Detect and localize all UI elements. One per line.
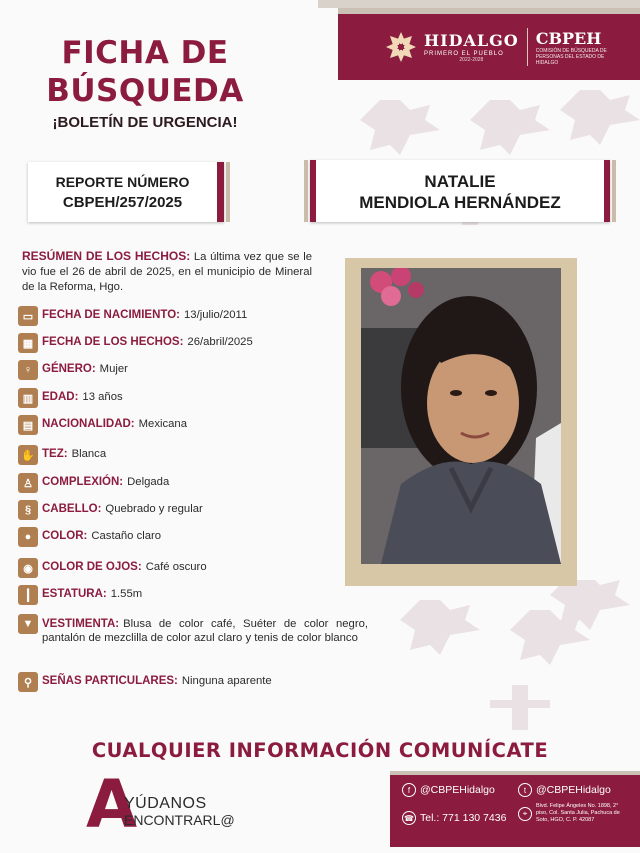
gender-icon: ♀ [18, 360, 38, 380]
title-line-1: FICHA DE [61, 35, 229, 71]
urgency-subtitle: ¡BOLETÍN DE URGENCIA! [52, 114, 238, 131]
call-to-action: CUALQUIER INFORMACIÓN COMUNÍCATE [91, 739, 549, 762]
detail-row-incident-date [18, 333, 368, 353]
detail-label: GÉNERO: [42, 363, 96, 375]
embroidery-pattern-bottom [400, 580, 640, 740]
last-names: MENDIOLA HERNÁNDEZ [359, 193, 561, 212]
calendar-icon: ▦ [18, 333, 38, 353]
address-contact [518, 803, 622, 824]
detail-value: Blanca [71, 448, 107, 460]
detail-row-distinguishing-marks [18, 672, 368, 692]
facebook-handle: @CBPEHidalgo [420, 784, 495, 796]
facebook-icon: f [402, 783, 416, 797]
detail-value: 1.55m [110, 588, 143, 600]
page-title [0, 34, 290, 110]
ayudanos-letter-a: A [86, 766, 138, 843]
detail-value: Quebrado y regular [105, 503, 203, 515]
detail-value: 13/julio/2011 [184, 309, 248, 321]
first-name: NATALIE [424, 172, 496, 191]
header-banner [338, 8, 640, 80]
detail-row-hair-color [18, 527, 368, 547]
hidalgo-logo-text [424, 31, 519, 63]
photo-frame [345, 258, 577, 586]
report-number-box [28, 162, 224, 222]
phone-icon: ☎ [402, 811, 416, 825]
detail-value: Café oscuro [145, 561, 207, 573]
detail-label: FECHA DE LOS HECHOS: [42, 336, 184, 348]
missing-person-photo [361, 268, 561, 564]
name-box-accent-right [612, 160, 616, 222]
report-number: CBPEH/257/2025 [62, 194, 183, 211]
palette-icon: ● [18, 527, 38, 547]
hair-icon: § [18, 500, 38, 520]
id-card-icon: ▤ [18, 415, 38, 435]
facebook-contact[interactable] [402, 783, 495, 797]
detail-label: COLOR DE OJOS: [42, 561, 142, 573]
detail-label: COMPLEXIÓN: [42, 476, 124, 488]
detail-row-height [18, 585, 368, 605]
twitter-handle: @CBPEHidalgo [536, 784, 611, 796]
name-box-accent-left [304, 160, 308, 222]
detail-value: Castaño claro [91, 530, 162, 542]
logo-divider [527, 28, 528, 66]
detail-row-age [18, 388, 368, 408]
detail-label: NACIONALIDAD: [42, 418, 135, 430]
ruler-icon: ┃ [18, 585, 38, 605]
detail-label: VESTIMENTA: [42, 618, 120, 630]
detail-row-clothing [18, 614, 368, 645]
missing-person-name-box [310, 160, 610, 222]
phone-number: Tel.: 771 130 7436 [420, 812, 507, 824]
ayudanos-line-2: ENCONTRARL@ [124, 812, 235, 828]
detail-label: TEZ: [42, 448, 68, 460]
term-years: 2022-2028 [459, 57, 484, 63]
report-label: REPORTE NÚMERO [55, 174, 190, 190]
address-text: Blvd. Felipe Ángeles No. 1898, 2° piso, Col. Santa Julia, Pachuca de Soto, HGO, C. P. 42087 [536, 803, 620, 823]
detail-row-nationality [18, 415, 368, 435]
cbpeh-subtitle: COMISIÓN DE BÚSQUEDA DE PERSONAS DEL ESTADO DE HIDALGO [535, 47, 607, 66]
summary-text: La última vez que se le vio fue el 26 de abril de 2025, en el municipio de Mineral de la Reforma, Hgo. [22, 251, 313, 293]
twitter-icon: t [518, 783, 532, 797]
phone-contact[interactable] [402, 811, 506, 825]
detail-row-hair [18, 500, 368, 520]
summary-label: RESÚMEN DE LOS HECHOS: [22, 249, 191, 263]
detail-value: Delgada [127, 476, 170, 488]
cake-icon: ▭ [18, 306, 38, 326]
detail-value: Ninguna aparente [181, 675, 272, 687]
contact-panel [390, 771, 640, 847]
detail-label: ESTATURA: [42, 588, 107, 600]
banner-accent [318, 0, 640, 8]
detail-value: Blusa de color café, Suéter de color negro, pantalón de mezclilla de color azul claro y tenis de color blanco [42, 618, 368, 644]
shirt-icon: ▼ [18, 614, 38, 634]
eye-icon: ◉ [18, 558, 38, 578]
detail-row-eye-color [18, 558, 368, 578]
incident-summary [22, 249, 312, 295]
age-icon: ▥ [18, 388, 38, 408]
ayudanos-line-1: YÚDANOS [124, 795, 207, 812]
title-line-2: BÚSQUEDA [46, 73, 244, 109]
detail-value: 13 años [82, 391, 123, 403]
magnifier-icon: ⚲ [18, 672, 38, 692]
detail-value: Mexicana [138, 418, 187, 430]
report-box-accent [226, 162, 230, 222]
detail-value: Mujer [99, 363, 128, 375]
detail-label: CABELLO: [42, 503, 102, 515]
cbpeh-logo-text [536, 29, 610, 66]
detail-row-gender [18, 360, 368, 380]
body-icon: ♙ [18, 473, 38, 493]
cbpeh-wordmark: CBPEH [535, 28, 602, 48]
hidalgo-wordmark: HIDALGO [424, 31, 519, 50]
hidalgo-flower-logo-icon [384, 30, 418, 64]
detail-row-skin [18, 445, 368, 465]
detail-label: FECHA DE NACIMIENTO: [42, 309, 180, 321]
detail-row-birthdate [18, 306, 368, 326]
detail-label: COLOR: [42, 530, 88, 542]
detail-value: 26/abril/2025 [187, 336, 253, 348]
detail-label: SEÑAS PARTICULARES: [42, 675, 178, 687]
portrait-illustration [361, 268, 561, 564]
twitter-contact[interactable] [518, 783, 611, 797]
location-pin-icon: ⌖ [518, 807, 532, 821]
primero-el-pueblo: PRIMERO EL PUEBLO [424, 51, 504, 57]
detail-label: EDAD: [42, 391, 79, 403]
hand-icon: ✋ [18, 445, 38, 465]
detail-row-build [18, 473, 368, 493]
